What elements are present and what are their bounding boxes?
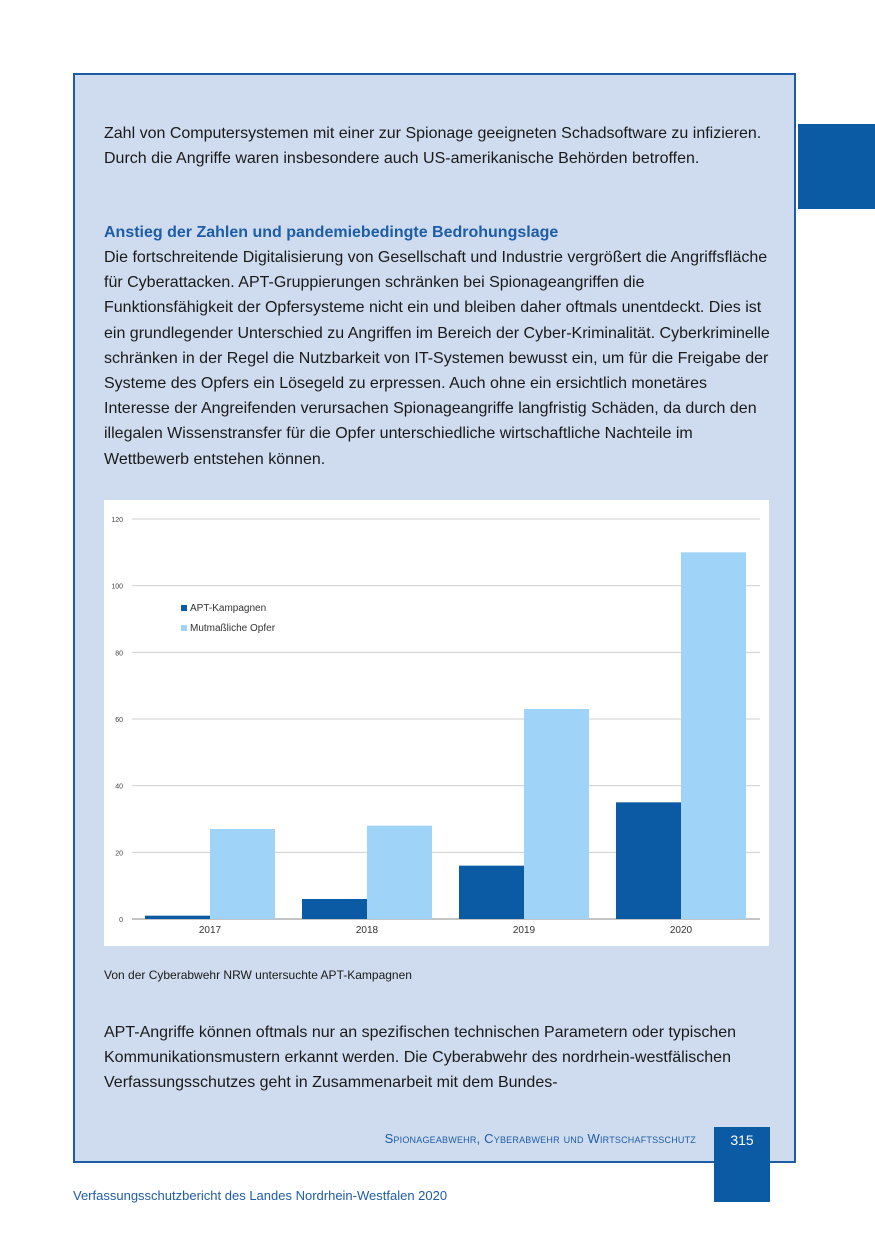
- x-tick-label: 2018: [355, 925, 379, 936]
- running-title: [300, 1131, 696, 1146]
- bar-mutmassliche-opfer: [367, 826, 432, 919]
- paragraph-closing: APT-Angriffe können oftmals nur an spezifischen technischen Parametern oder typischen Kommunikationsmustern erkannt werden. Die Cyberabwehr des nordrhein-westfälischen Verfassungsschutzes geht in Zusammenarbeit mit dem Bundes-: [104, 1024, 737, 1092]
- section-heading: Anstieg der Zahlen und pandemiebedingte Bedrohungslage: [104, 224, 559, 241]
- bar-mutmassliche-opfer: [210, 829, 275, 919]
- x-tick-label: 2019: [512, 925, 536, 936]
- bar-apt-kampagnen: [459, 866, 524, 919]
- legend-label: Mutmaßliche Opfer: [190, 623, 276, 634]
- bar-chart: [104, 500, 769, 946]
- y-tick-label: 120: [111, 517, 123, 524]
- chart-caption: Von der Cyberabwehr NRW untersuchte APT-Kampagnen: [104, 968, 412, 982]
- legend-swatch: [181, 625, 187, 631]
- bar-mutmassliche-opfer: [524, 709, 589, 919]
- page-number-box: [714, 1127, 770, 1202]
- page-number: 315: [730, 1132, 754, 1148]
- paragraph-intro: Zahl von Computersystemen mit einer zur Spionage geeigneten Schadsoftware zu infizieren. Durch die Angriffe waren insbesondere auch US-amerikanische Behörden betroffen.: [104, 125, 762, 168]
- bar-apt-kampagnen: [616, 802, 681, 919]
- y-tick-label: 80: [115, 650, 123, 658]
- paragraph-main: Die fortschreitende Digitalisierung von Gesellschaft und Industrie vergrößert die Angriffsfläche für Cyberattacken. APT-Gruppierungen schränken bei Spionageangriffen die Funktionsfähigkeit der Opfersysteme nicht ein und bleiben daher oftmals unentdeckt. Dies ist ein grundlegender Unterschied zu Angriffen im Bereich der Cyber-Kriminalität. Cyberkriminelle schränken in der Regel die Nutzbarkeit von IT-Systemen bewusst ein, um für die Freigabe der Systeme des Opfers ein Lösegeld zu erpressen. Auch ohne ein ersichtlich monetäres Interesse der Angreifenden verursachen Spionageangriffe langfristig Schäden, da durch den illegalen Wissenstransfer für die Opfer unterschiedliche wirtschaftliche Nachteile im Wettbewerb entstehen können.: [104, 249, 770, 468]
- bar-apt-kampagnen: [145, 916, 210, 919]
- footer-title: Verfassungsschutzbericht des Landes Nordrhein-Westfalen 2020: [73, 1188, 448, 1203]
- y-tick-label: 60: [115, 717, 123, 724]
- running-title-text: Spionageabwehr, Cyberabwehr und Wirtschaftsschutz: [384, 1131, 696, 1146]
- legend-label: APT-Kampagnen: [190, 603, 267, 614]
- bar-apt-kampagnen: [302, 899, 367, 919]
- bar-mutmassliche-opfer: [681, 552, 746, 919]
- x-tick-label: 2020: [669, 925, 693, 936]
- legend-swatch: [181, 605, 187, 611]
- chapter-tab-marker: [798, 124, 875, 209]
- chart-svg: [104, 500, 769, 946]
- y-tick-label: 40: [115, 783, 123, 791]
- y-tick-label: 0: [119, 917, 123, 924]
- x-tick-label: 2017: [198, 925, 222, 936]
- y-tick-label: 100: [111, 583, 123, 591]
- y-tick-label: 20: [115, 850, 123, 858]
